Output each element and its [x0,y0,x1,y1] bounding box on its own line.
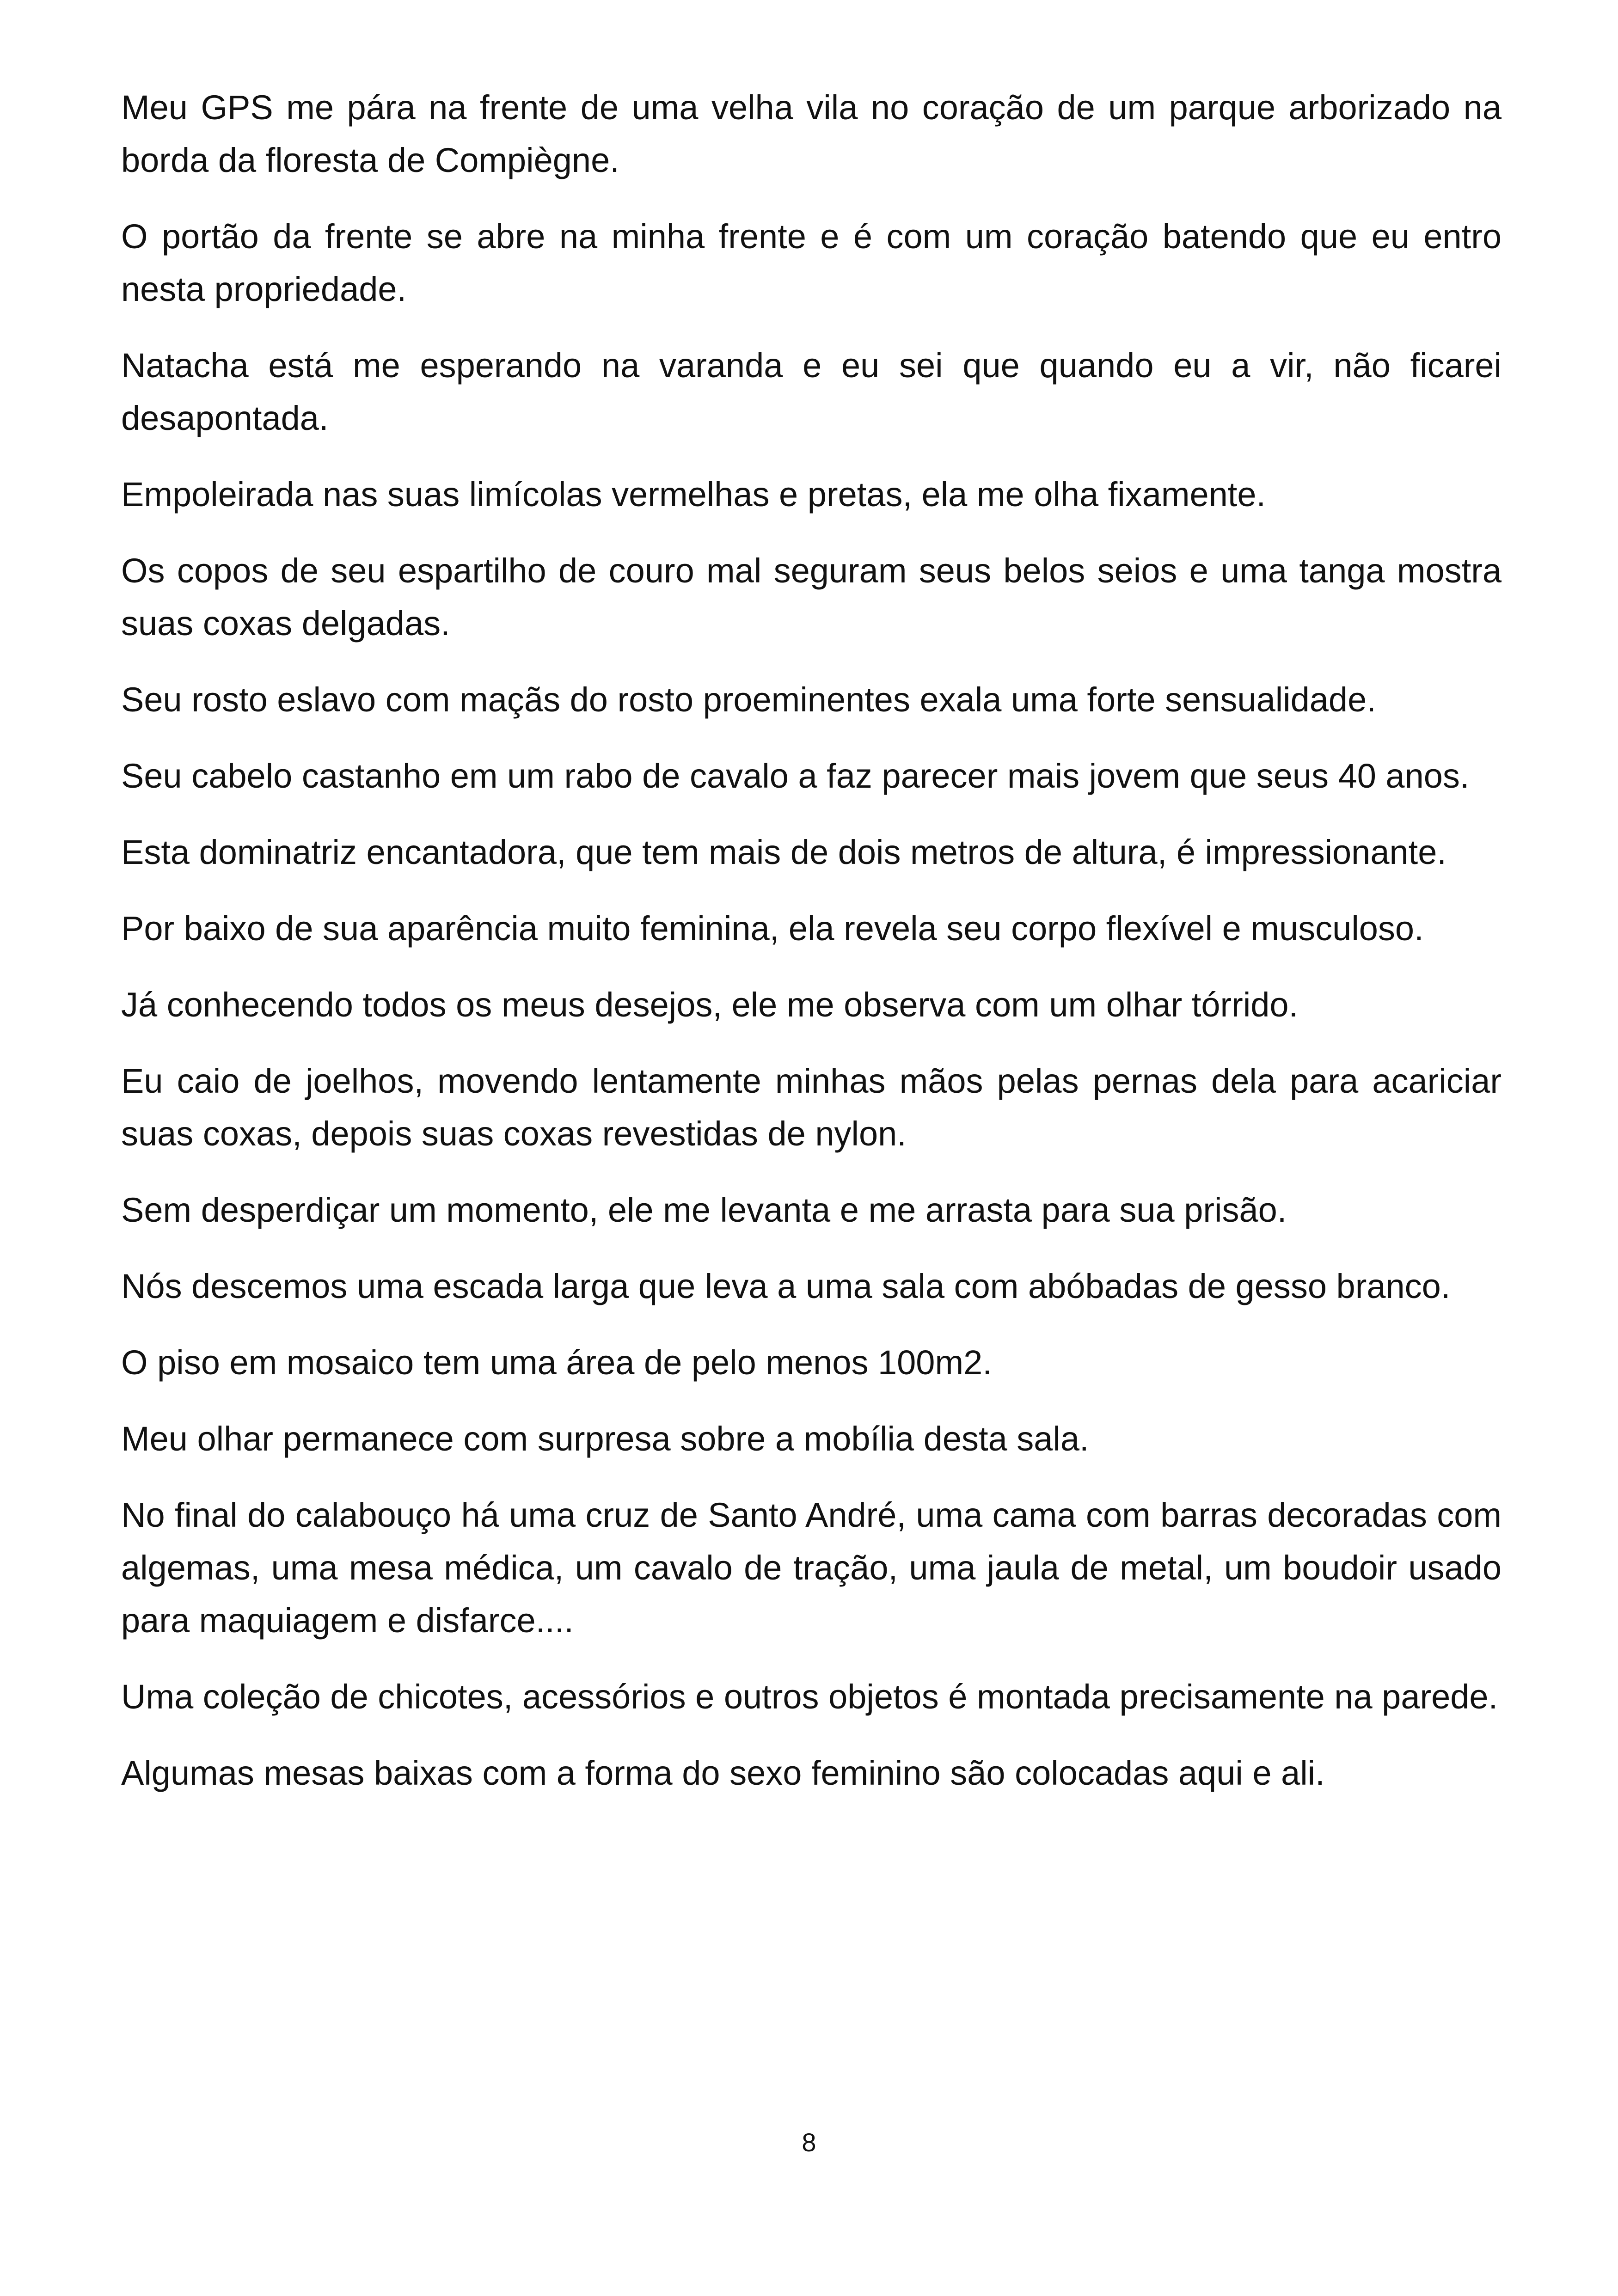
paragraph: Seu rosto eslavo com maçãs do rosto proeminentes exala uma forte sensualidade. [121,680,1376,719]
page-number: 8 [802,2128,816,2157]
body-text [121,81,1502,1823]
paragraph: Empoleirada nas suas limícolas vermelhas e pretas, ela me olha fixamente. [121,475,1266,514]
paragraph: Natacha está me esperando na varanda e eu sei que quando eu a vir, não ficarei desapontada. [121,346,1502,437]
paragraph: Seu cabelo castanho em um rabo de cavalo a faz parecer mais jovem que seus 40 anos. [121,757,1470,795]
paragraph: Meu GPS me pára na frente de uma velha vila no coração de um parque arborizado na borda da floresta de Compiègne. [121,88,1502,179]
paragraph: No final do calabouço há uma cruz de Santo André, uma cama com barras decoradas com algemas, uma mesa médica, um cavalo de tração, uma jaula de metal, um boudoir usado para maquiagem e disfarce.... [121,1496,1502,1640]
paragraph: Eu caio de joelhos, movendo lentamente minhas mãos pelas pernas dela para acariciar suas coxas, depois suas coxas revestidas de nylon. [121,1062,1502,1153]
paragraph: Sem desperdiçar um momento, ele me levanta e me arrasta para sua prisão. [121,1191,1287,1229]
paragraph: Por baixo de sua aparência muito feminina, ela revela seu corpo flexível e musculoso. [121,909,1424,948]
paragraph: Uma coleção de chicotes, acessórios e outros objetos é montada precisamente na parede. [121,1678,1498,1716]
paragraph: Os copos de seu espartilho de couro mal seguram seus belos seios e uma tanga mostra suas coxas delgadas. [121,551,1502,643]
paragraph: Esta dominatriz encantadora, que tem mais de dois metros de altura, é impressionante. [121,833,1446,871]
paragraph: Nós descemos uma escada larga que leva a uma sala com abóbadas de gesso branco. [121,1267,1451,1305]
paragraph: O piso em mosaico tem uma área de pelo menos 100m2. [121,1343,992,1382]
paragraph: Já conhecendo todos os meus desejos, ele me observa com um olhar tórrido. [121,986,1299,1024]
paragraph: Algumas mesas baixas com a forma do sexo feminino são colocadas aqui e ali. [121,1754,1325,1792]
paragraph: O portão da frente se abre na minha frente e é com um coração batendo que eu entro nesta propriedade. [121,217,1502,308]
paragraph: Meu olhar permanece com surpresa sobre a mobília desta sala. [121,1420,1089,1458]
